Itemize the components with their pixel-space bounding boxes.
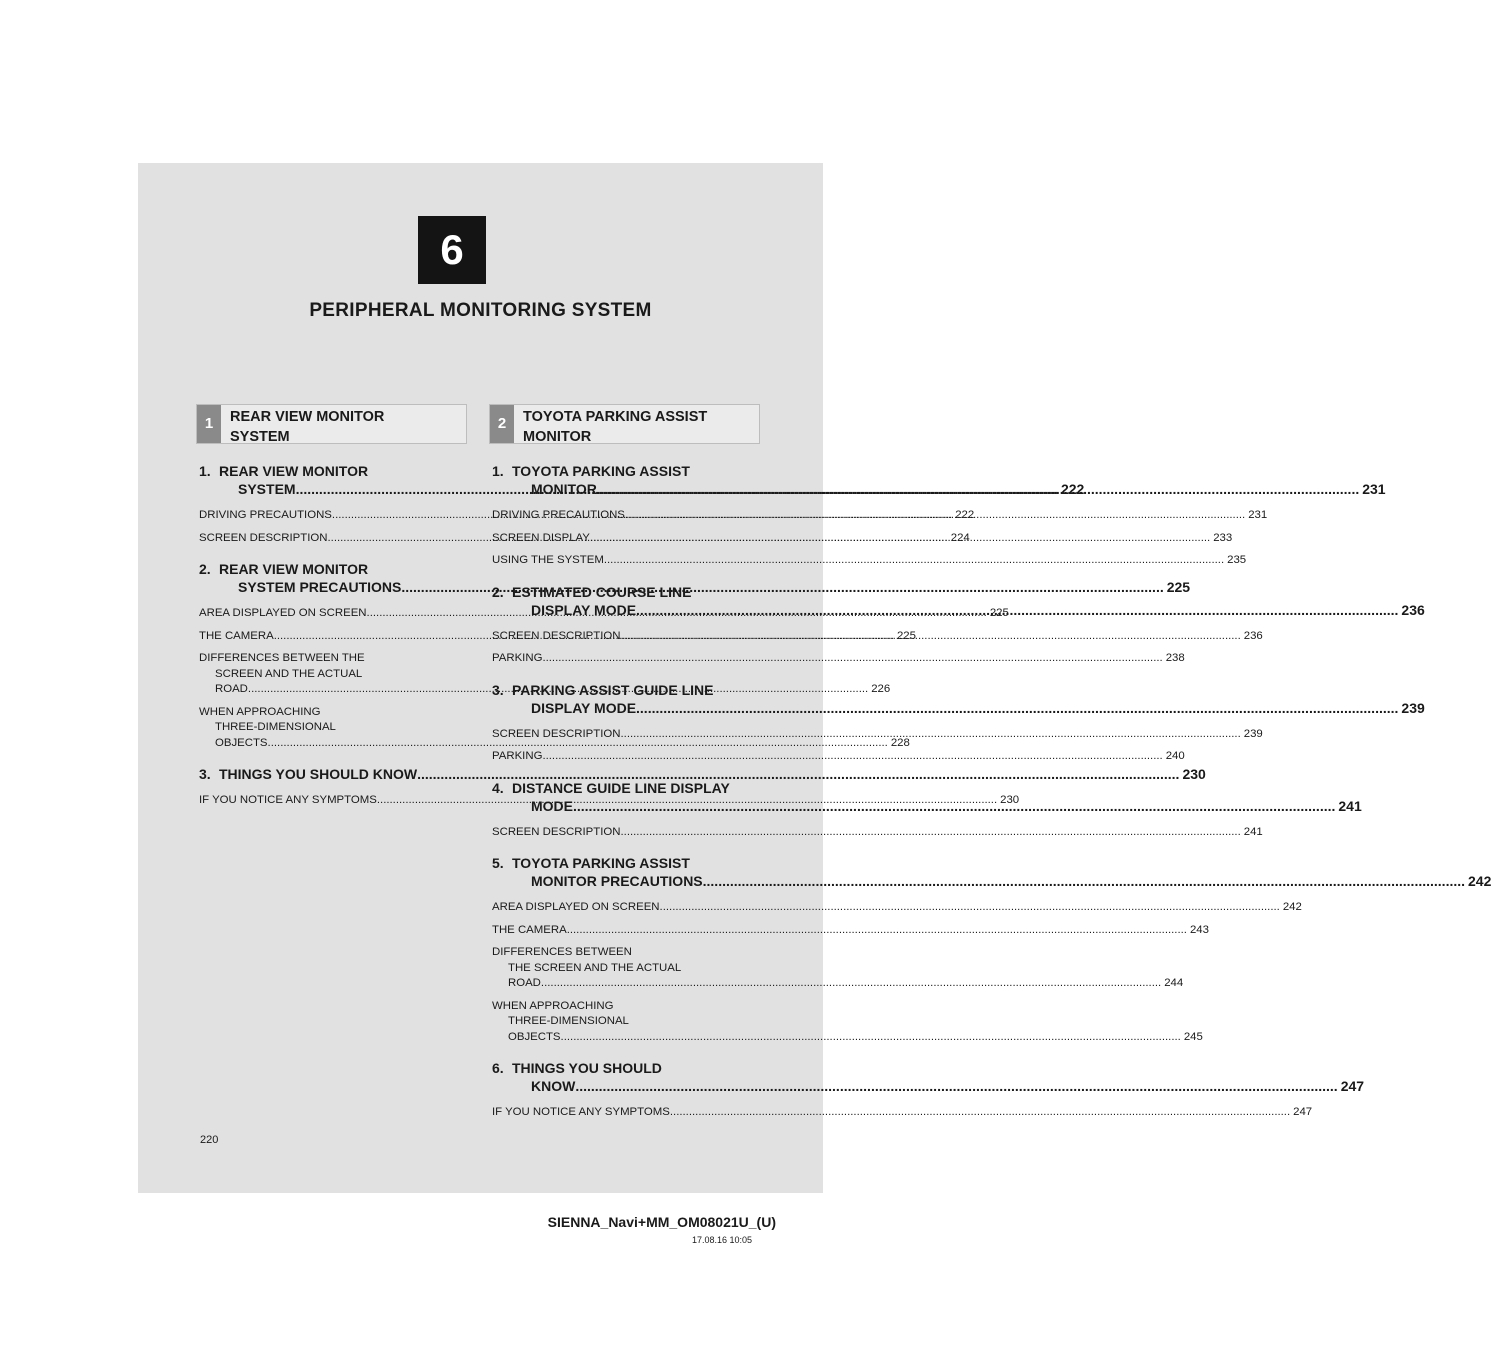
toc-entry-line: THINGS YOU SHOULD bbox=[512, 1060, 662, 1076]
toc-subentry-row bbox=[492, 749, 1185, 765]
toc-subentry-line: THE CAMERA bbox=[199, 629, 274, 642]
leader-dots bbox=[620, 727, 1240, 743]
toc-subentry-page: 242 bbox=[1282, 901, 1302, 913]
toc-entry-line-text: MODE bbox=[531, 797, 573, 814]
toc-entry-line bbox=[512, 797, 1362, 815]
leader-dots bbox=[660, 900, 1280, 916]
leader-dots bbox=[604, 553, 1224, 569]
toc-subentry-line: WHEN APPROACHING bbox=[492, 999, 614, 1012]
toc-subentry-page: 245 bbox=[1183, 1030, 1203, 1043]
toc-entry-line: REAR VIEW MONITOR bbox=[219, 463, 369, 479]
toc-subentry-line: AREA DISPLAYED ON SCREEN bbox=[492, 901, 660, 913]
toc-subentry bbox=[492, 999, 1203, 1046]
toc-subentry-line: OBJECTS bbox=[215, 736, 268, 749]
toc-entry-page: 247 bbox=[1340, 1078, 1365, 1094]
toc-entry-number: 2. bbox=[199, 561, 211, 577]
toc-entry-title bbox=[199, 765, 1206, 783]
toc-entry-text bbox=[512, 681, 1425, 717]
toc-entry-line bbox=[512, 699, 1425, 717]
toc-entry-line-text: MONITOR PRECAUTIONS bbox=[531, 873, 703, 889]
toc-subentry-line: DRIVING PRECAUTIONS bbox=[199, 509, 332, 521]
toc-subentry-page: 225 bbox=[989, 607, 1009, 619]
leader-dots bbox=[573, 797, 1335, 815]
toc-subentry-row bbox=[199, 508, 975, 524]
toc-entry-text bbox=[512, 779, 1362, 815]
leader-dots bbox=[620, 825, 1240, 841]
toc-entry-page: 241 bbox=[1338, 797, 1362, 814]
toc-subentry-line: THE CAMERA bbox=[492, 923, 567, 936]
toc-subentry-row bbox=[492, 976, 1184, 992]
page-number: 220 bbox=[200, 1134, 219, 1146]
toc-subentry-line: OBJECTS bbox=[508, 1030, 561, 1043]
toc-subentry bbox=[492, 651, 1185, 667]
toc-entry-line: PARKING ASSIST GUIDE LINE bbox=[512, 681, 714, 698]
toc-entry bbox=[492, 1059, 1365, 1121]
toc-entry bbox=[492, 854, 1491, 1045]
toc-subentry-row bbox=[492, 923, 1209, 939]
leader-dots bbox=[620, 629, 1240, 645]
toc-subentry-page: 231 bbox=[1248, 509, 1268, 521]
toc-subentry-line: THREE-DIMENSIONAL bbox=[508, 1015, 629, 1027]
toc-subentry-page: 239 bbox=[1243, 727, 1263, 740]
leader-dots bbox=[567, 923, 1187, 939]
toc-subentry-page: 241 bbox=[1243, 825, 1263, 838]
toc-subentry-page: 226 bbox=[871, 683, 891, 695]
footer-date: 17.08.16 10:05 bbox=[691, 1235, 752, 1245]
toc-subentry-line: SCREEN DISPLAY bbox=[492, 531, 590, 544]
toc-entry-line bbox=[512, 480, 1386, 498]
toc-subentry bbox=[492, 825, 1263, 841]
leader-dots bbox=[575, 1077, 1337, 1095]
toc-entry-title bbox=[492, 854, 1491, 890]
leader-dots bbox=[561, 1030, 1181, 1046]
toc-subentry-page: 236 bbox=[1243, 629, 1263, 642]
toc-subentry bbox=[492, 553, 1247, 569]
toc-entry-text bbox=[512, 854, 1491, 890]
toc-subentry bbox=[492, 923, 1209, 939]
toc-subentries bbox=[492, 825, 1263, 841]
toc-entry-page: 236 bbox=[1401, 601, 1425, 618]
toc-entry-page: 231 bbox=[1362, 481, 1386, 497]
toc-subentry-line: ROAD bbox=[508, 977, 541, 989]
toc-subentry-page: 225 bbox=[896, 629, 916, 642]
toc-entry-number: 4. bbox=[492, 779, 504, 796]
section-header-2 bbox=[489, 404, 760, 444]
section-title: TOYOTA PARKING ASSIST MONITOR bbox=[523, 409, 708, 445]
toc-entry-page: 242 bbox=[1468, 873, 1491, 889]
toc-subentry-page: 238 bbox=[1165, 652, 1185, 664]
toc-subentry-line: SCREEN DESCRIPTION bbox=[492, 825, 621, 838]
leader-dots bbox=[542, 651, 1162, 667]
toc-subentry-line: SCREEN DESCRIPTION bbox=[492, 629, 621, 642]
toc-entry-line-text: KNOW bbox=[531, 1078, 576, 1094]
toc-subentry bbox=[199, 508, 975, 524]
section-number: 1 bbox=[197, 405, 221, 443]
toc-subentry-page: 224 bbox=[950, 531, 970, 544]
toc-entry-text bbox=[512, 1059, 1364, 1095]
leader-dots bbox=[625, 508, 1245, 524]
leader-dots bbox=[636, 601, 1398, 619]
toc-entry-line: REAR VIEW MONITOR bbox=[219, 561, 369, 577]
leader-dots bbox=[541, 976, 1161, 992]
toc-subentry bbox=[492, 749, 1185, 765]
toc-entry-page: 230 bbox=[1182, 766, 1206, 782]
toc-entry-number: 1. bbox=[199, 463, 211, 479]
toc-subentry-page: 235 bbox=[1227, 554, 1247, 566]
toc-subentry-line: AREA DISPLAYED ON SCREEN bbox=[199, 607, 367, 619]
toc-subentry-page: 228 bbox=[890, 736, 910, 749]
toc-subentry-line: IF YOU NOTICE ANY SYMPTOMS bbox=[492, 1106, 670, 1118]
toc-subentry-line: DIFFERENCES BETWEEN THE bbox=[199, 652, 365, 664]
toc-entry-line-text: THINGS YOU SHOULD KNOW bbox=[219, 766, 418, 782]
toc-entry-number: 2. bbox=[492, 583, 504, 600]
toc-subentry-page: 243 bbox=[1189, 923, 1209, 936]
toc-subentry-page: 230 bbox=[1000, 794, 1020, 806]
toc-subentry-page: 240 bbox=[1165, 750, 1185, 762]
toc-subentry-row bbox=[199, 736, 910, 752]
toc-subentry bbox=[492, 1105, 1313, 1121]
toc-subentry-line: SCREEN AND THE ACTUAL bbox=[215, 667, 363, 680]
toc-subentry-line: THREE-DIMENSIONAL bbox=[215, 721, 336, 733]
toc-subentry-line: IF YOU NOTICE ANY SYMPTOMS bbox=[199, 794, 377, 806]
toc-subentry-page: 244 bbox=[1164, 977, 1184, 989]
toc-entry-line: TOYOTA PARKING ASSIST bbox=[512, 855, 690, 871]
section-title: REAR VIEW MONITOR SYSTEM bbox=[230, 409, 385, 445]
toc-entry-number: 6. bbox=[492, 1060, 504, 1076]
toc-subentry-row bbox=[492, 651, 1185, 667]
leader-dots bbox=[636, 699, 1398, 717]
toc-subentry-line: DIFFERENCES BETWEEN bbox=[492, 946, 632, 958]
toc-entry-line: TOYOTA PARKING ASSIST bbox=[512, 463, 690, 479]
toc-entry-page: 239 bbox=[1401, 699, 1425, 716]
toc-subentry-row bbox=[492, 825, 1263, 841]
toc-entry-title bbox=[492, 1059, 1365, 1095]
toc-subentries bbox=[492, 1105, 1313, 1121]
toc-entry-number: 3. bbox=[492, 681, 504, 698]
toc-subentries bbox=[492, 900, 1302, 1045]
toc-subentry-row bbox=[492, 1105, 1313, 1121]
toc-entry-line-text: SYSTEM PRECAUTIONS bbox=[238, 579, 402, 595]
toc-subentry bbox=[492, 945, 1184, 992]
toc-subentry-line: PARKING bbox=[492, 652, 543, 664]
leader-dots bbox=[542, 749, 1162, 765]
chapter-title: PERIPHERAL MONITORING SYSTEM bbox=[309, 300, 652, 321]
toc-subentry-page: 222 bbox=[955, 509, 975, 521]
toc-entry-line-text: DISPLAY MODE bbox=[531, 699, 637, 716]
leader-dots bbox=[597, 480, 1359, 498]
toc-subentry-row bbox=[492, 553, 1247, 569]
toc-entry-text bbox=[512, 462, 1386, 498]
chapter-number: 6 bbox=[418, 216, 486, 284]
toc-entry-number: 3. bbox=[199, 766, 211, 782]
toc-entry-page: 222 bbox=[1060, 481, 1085, 497]
toc-subentry-row bbox=[492, 900, 1302, 916]
toc-subentry-line: USING THE SYSTEM bbox=[492, 554, 604, 566]
toc-entry-line bbox=[512, 601, 1425, 619]
toc-entry-line: ESTIMATED COURSE LINE bbox=[512, 583, 692, 600]
toc-entry-text bbox=[512, 583, 1425, 619]
leader-dots bbox=[703, 872, 1465, 890]
toc-subentry-line: SCREEN DESCRIPTION bbox=[199, 531, 328, 544]
toc-entry-number: 1. bbox=[492, 463, 504, 479]
toc-entry-line: DISTANCE GUIDE LINE DISPLAY bbox=[512, 779, 730, 796]
section-number: 2 bbox=[490, 405, 514, 443]
footer-code: SIENNA_Navi+MM_OM08021U_(U) bbox=[547, 1214, 776, 1230]
leader-dots bbox=[670, 1105, 1290, 1121]
toc-subentry-page: 233 bbox=[1213, 531, 1233, 544]
toc-entry-line-text: MONITOR bbox=[531, 481, 597, 497]
toc-entry-line bbox=[512, 872, 1491, 890]
toc-entry-number: 5. bbox=[492, 855, 504, 871]
toc-entry-line-text: DISPLAY MODE bbox=[531, 601, 637, 618]
toc-entry-page: 225 bbox=[1166, 579, 1191, 595]
toc-subentry-line: THE SCREEN AND THE ACTUAL bbox=[508, 961, 682, 974]
toc-subentry-row bbox=[492, 1030, 1203, 1046]
toc-subentry-line: PARKING bbox=[492, 750, 543, 762]
toc-subentry-line: ROAD bbox=[215, 683, 248, 695]
toc-subentry-line: SCREEN DESCRIPTION bbox=[492, 727, 621, 740]
leader-dots bbox=[590, 531, 1210, 547]
toc-subentry-line: WHEN APPROACHING bbox=[199, 705, 321, 718]
toc-subentry-page: 247 bbox=[1293, 1106, 1313, 1118]
toc-subentry bbox=[492, 900, 1302, 916]
toc-subentry-line: DRIVING PRECAUTIONS bbox=[492, 509, 625, 521]
section-header-1 bbox=[196, 404, 467, 444]
toc-entry-line-text: SYSTEM bbox=[238, 481, 296, 497]
toc-entry-line bbox=[512, 1077, 1364, 1095]
